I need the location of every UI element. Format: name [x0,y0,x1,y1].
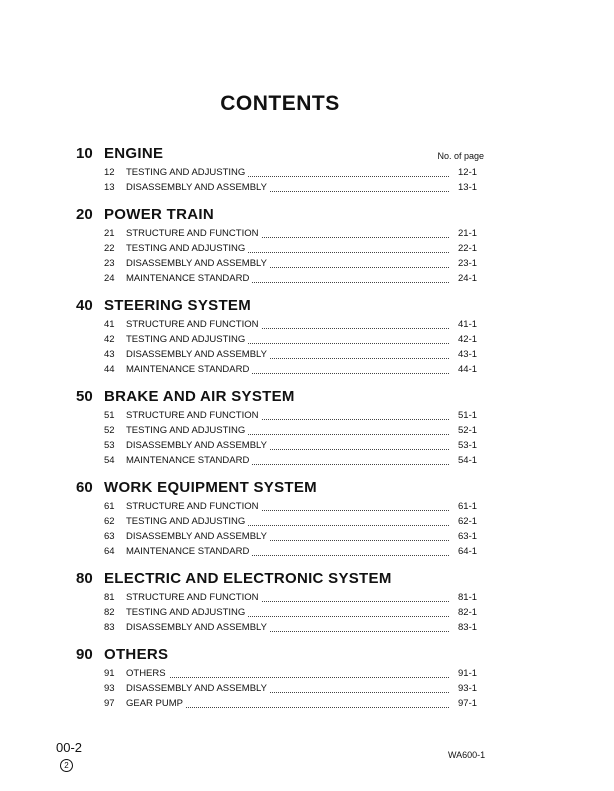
entry-page-number: 81-1 [458,592,478,603]
entry-number: 93 [104,683,115,694]
entry-label-text: DISASSEMBLY AND ASSEMBLY [126,258,270,269]
section-title: OTHERS [104,646,169,663]
entry-number: 24 [104,273,115,284]
entry-label-text: TESTING AND ADJUSTING [126,516,248,527]
entry-label-text: TESTING AND ADJUSTING [126,607,248,618]
toc-entry [0,499,614,514]
toc-entry [0,226,614,241]
revision-mark: 2 [60,759,73,772]
entry-number: 13 [104,182,115,193]
section-number: 80 [76,570,93,587]
section-heading [0,386,614,408]
section-title: ELECTRIC AND ELECTRONIC SYSTEM [104,570,392,587]
entry-page-number: 13-1 [458,182,478,193]
entry-label [126,226,449,241]
entry-page-number: 82-1 [458,607,478,618]
toc-entry [0,423,614,438]
entry-label [126,256,449,271]
entry-page-number: 41-1 [458,319,478,330]
entry-number: 22 [104,243,115,254]
entry-label-text: STRUCTURE AND FUNCTION [126,319,261,330]
entry-number: 21 [104,228,115,239]
entry-page-number: 22-1 [458,243,478,254]
entry-page-number: 97-1 [458,698,478,709]
toc-entry [0,317,614,332]
toc-entry [0,529,614,544]
entry-label [126,590,449,605]
model-number: WA600-1 [448,750,486,760]
entry-label-text: OTHERS [126,668,169,679]
toc-entry [0,165,614,180]
toc-entry [0,271,614,286]
entry-label [126,271,449,286]
entry-label-text: TESTING AND ADJUSTING [126,243,248,254]
entry-number: 53 [104,440,115,451]
entry-label-text: STRUCTURE AND FUNCTION [126,592,261,603]
entry-label-text: TESTING AND ADJUSTING [126,334,248,345]
section-title: WORK EQUIPMENT SYSTEM [104,479,317,496]
toc-entry [0,666,614,681]
entry-label [126,347,449,362]
section-heading [0,295,614,317]
entry-page-number: 24-1 [458,273,478,284]
toc-entry [0,347,614,362]
toc-entry [0,453,614,468]
entry-number: 23 [104,258,115,269]
entry-number: 97 [104,698,115,709]
toc-entry [0,620,614,635]
toc-entry [0,681,614,696]
entry-label-text: MAINTENANCE STANDARD [126,546,252,557]
section-heading [0,568,614,590]
toc-entry [0,241,614,256]
toc-entry [0,408,614,423]
section-number: 60 [76,479,93,496]
section-title: ENGINE [104,145,164,162]
entry-page-number: 21-1 [458,228,478,239]
entry-page-number: 44-1 [458,364,478,375]
entry-page-number: 63-1 [458,531,478,542]
entry-number: 42 [104,334,115,345]
entry-number: 52 [104,425,115,436]
entry-page-number: 54-1 [458,455,478,466]
entry-number: 83 [104,622,115,633]
entry-label-text: MAINTENANCE STANDARD [126,273,252,284]
section-heading [0,143,614,165]
entry-number: 43 [104,349,115,360]
entry-label-text: STRUCTURE AND FUNCTION [126,228,261,239]
section-title: STEERING SYSTEM [104,297,252,314]
entry-page-number: 61-1 [458,501,478,512]
entry-page-number: 93-1 [458,683,478,694]
entry-label [126,499,449,514]
entry-number: 44 [104,364,115,375]
toc-entry [0,514,614,529]
entry-label [126,332,449,347]
entry-label [126,423,449,438]
entry-label [126,514,449,529]
toc-section [0,143,614,195]
toc-entry [0,590,614,605]
entry-label-text: DISASSEMBLY AND ASSEMBLY [126,622,270,633]
entry-label [126,620,449,635]
toc-section [0,295,614,377]
toc-section [0,386,614,468]
entry-number: 81 [104,592,115,603]
toc-section [0,644,614,711]
entry-label-text: STRUCTURE AND FUNCTION [126,410,261,421]
entry-page-number: 91-1 [458,668,478,679]
toc-entry [0,605,614,620]
entry-page-number: 23-1 [458,258,478,269]
entry-number: 63 [104,531,115,542]
toc-entry [0,180,614,195]
entry-label-text: DISASSEMBLY AND ASSEMBLY [126,683,270,694]
entry-page-number: 64-1 [458,546,478,557]
toc-section [0,568,614,635]
contents-list [0,143,614,720]
entry-number: 91 [104,668,115,679]
toc-entry [0,332,614,347]
toc-entry [0,362,614,377]
entry-page-number: 43-1 [458,349,478,360]
entry-label-text: DISASSEMBLY AND ASSEMBLY [126,349,270,360]
entry-label-text: MAINTENANCE STANDARD [126,364,252,375]
page-title: CONTENTS [220,92,340,115]
section-number: 10 [76,145,93,162]
entry-label [126,438,449,453]
entry-label [126,180,449,195]
entry-label [126,696,449,711]
entry-number: 64 [104,546,115,557]
entry-label-text: GEAR PUMP [126,698,186,709]
section-heading [0,477,614,499]
entry-number: 54 [104,455,115,466]
section-heading [0,204,614,226]
entry-number: 61 [104,501,115,512]
entry-page-number: 42-1 [458,334,478,345]
section-number: 40 [76,297,93,314]
toc-entry [0,256,614,271]
entry-label-text: STRUCTURE AND FUNCTION [126,501,261,512]
section-heading [0,644,614,666]
entry-number: 41 [104,319,115,330]
toc-entry [0,438,614,453]
entry-label [126,408,449,423]
entry-label-text: TESTING AND ADJUSTING [126,425,248,436]
section-number: 20 [76,206,93,223]
entry-label-text: TESTING AND ADJUSTING [126,167,248,178]
page-column-header: No. of page [437,151,484,161]
toc-section [0,204,614,286]
entry-label [126,317,449,332]
entry-label-text: DISASSEMBLY AND ASSEMBLY [126,440,270,451]
toc-entry [0,544,614,559]
section-number: 50 [76,388,93,405]
toc-section [0,477,614,559]
entry-page-number: 83-1 [458,622,478,633]
section-title: POWER TRAIN [104,206,214,223]
entry-page-number: 52-1 [458,425,478,436]
entry-label [126,529,449,544]
entry-page-number: 62-1 [458,516,478,527]
entry-label-text: DISASSEMBLY AND ASSEMBLY [126,531,270,542]
entry-number: 12 [104,167,115,178]
entry-number: 62 [104,516,115,527]
entry-label [126,165,449,180]
entry-label-text: DISASSEMBLY AND ASSEMBLY [126,182,270,193]
entry-number: 82 [104,607,115,618]
section-number: 90 [76,646,93,663]
page-footer-left [56,740,82,772]
toc-entry [0,696,614,711]
entry-page-number: 51-1 [458,410,478,421]
entry-page-number: 12-1 [458,167,478,178]
entry-label [126,241,449,256]
entry-label [126,666,449,681]
entry-label [126,453,449,468]
entry-label [126,362,449,377]
section-title: BRAKE AND AIR SYSTEM [104,388,295,405]
page-number: 00-2 [56,740,83,755]
entry-label [126,681,449,696]
entry-label [126,544,449,559]
entry-label [126,605,449,620]
entry-number: 51 [104,410,115,421]
entry-page-number: 53-1 [458,440,478,451]
entry-label-text: MAINTENANCE STANDARD [126,455,252,466]
